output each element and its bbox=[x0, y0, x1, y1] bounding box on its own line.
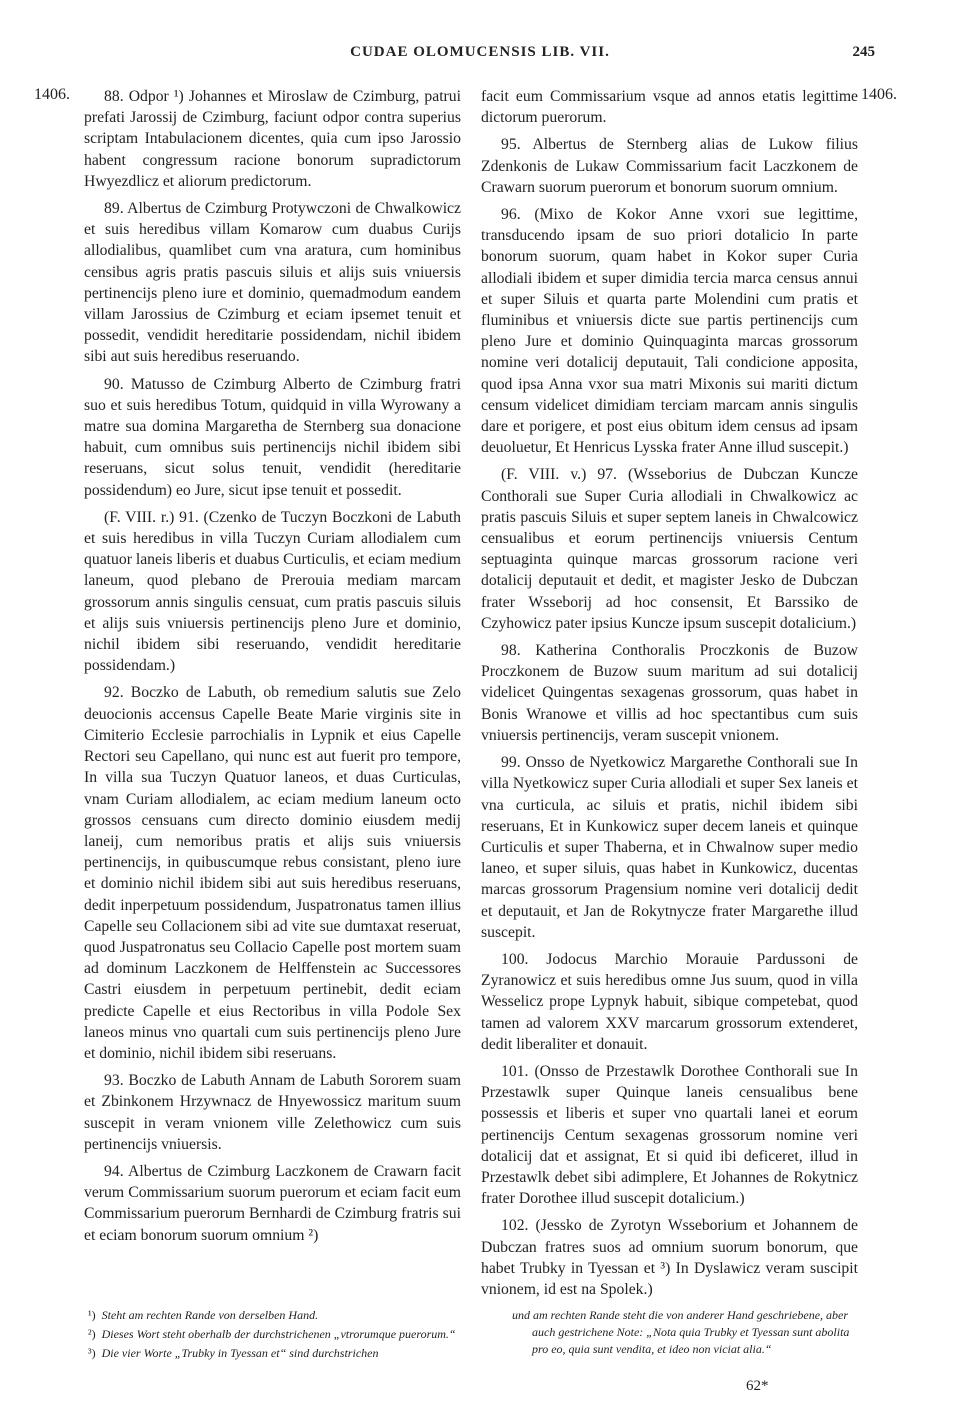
margin-year-right: 1406. bbox=[861, 86, 897, 103]
footnote-2 bbox=[84, 1326, 469, 1343]
running-title: CUDAE OLOMUCENSIS LIB. VII. bbox=[350, 44, 610, 60]
entry-91: (F. VIII. r.) 91. (Czenko de Tuczyn Boczkoni de Labuth et suis heredibus in villa Tuczyn Curiam allodialem cum quatuor laneis liberis et duabus Curticulis, et eciam medium laneum, quod plebano de Prerouia mediam marcam grossorum annis singulis censuat, cum pratis pascuis siluis et alijs suis vniuersis pertinencijs pleno Jure et dominio, nichil ibidem sibi reseruando, vendidit hereditarie possidendam.) bbox=[84, 508, 461, 675]
page-number: 245 bbox=[852, 44, 875, 60]
right-column bbox=[481, 86, 858, 1306]
entry-97: (F. VIII. v.) 97. (Wsseborius de Dubczan Kuncze Conthorali sue Super Curia allodiali in Chwalkowicz ac pratis pascuis Siluis et super septem laneis in Chwalcowicz censualibus et eorum pertinencijs vniuersis Centum septuaginta quinque marcas grossorum racione veri dotalicij deputauit et dedit, et magister Jesko de Dubczan frater Wsseborij ad hoc consensit, Et Barssiko de Czyhowicz pater ipsius Kuncze ipsum suscepit dotalicium.) bbox=[481, 466, 858, 632]
entry-92: 92. Boczko de Labuth, ob remedium salutis sue Zelo deuocionis accensus Capelle Beate Marie virginis site in Cimiterio Ecclesie parrochialis in Lypnik et eius Capelle Rectori seu Capellano, qui nunc est aut fuerit pro tempore, In villa sua Tuczyn Quatuor laneos, et duas Curticulas, vnam Curiam allodialem, ac eciam medium laneum octo grossos censuans cum directo dominio eiusdem medij laneij, cum nemoribus pratis et alijs suis vniuersis pertinencijs, in quibuscumque rebus consistant, pleno iure et dominio nichil ibidem sibi aut suis heredibus reseruans, dedit inperpetuum possidendum, Juspatronatus tamen illius Capelle seu Collacionem sibi ad vite sue dumtaxat reseruat, quod Juspatronatus seu Collacio Capelle post mortem suam ad dominum Laczkonem de Helffenstein ac Successores Castri eiusdem in perpetuum pertinebit, dedit eciam predicte Capelle et eius Rectoribus in villa Podole Sex laneos minus vno quartali cum suis pertinencijs pleno Jure et dominio, nichil ibidem sibi reseruans. bbox=[84, 684, 461, 1062]
margin-year-left: 1406. bbox=[34, 86, 70, 103]
entry-99: 99. Onsso de Nyetkowicz Margarethe Conthorali sue In villa Nyetkowicz super Curia allodiali et super Sex laneis et vna curticula, ac siluis et pratis, nichil ibidem sibi reseruans, Et in Kunkowicz super decem laneis et quinque Curticulis et super Thaberna, et in Chwalnow super medio laneo, et super siluis, quas habet in Kunkowicz, ducentas marcas grossorum Pragensium nomine veri dotalicij dedit et deputauit, et Jan de Rokytnycze frater Margarethe illud suscepit. bbox=[481, 754, 858, 941]
footnote-mark: ¹) bbox=[88, 1308, 96, 1322]
entry-96: 96. (Mixo de Kokor Anne vxori sue legittime, transducendo ipsam de suo priori dotalicio In parte bonorum suorum, quam habet in Kokor super Curia allodiali ibidem et super dimidia tercia marca census annui et super Siluis et quarta parte Molendini cum pratis et fluminibus et vniuersis dicte sue partis pertinencijs cum pleno Jure et dominio Quinquaginta marcas grossorum nomine veri dotalicij deputauit, Tali condicione apposita, quod ipsa Anna vxor sua matri Mixonis sui mariti dictum censum videlicet dimidiam terciam marcam annis singulis dare et porigere, et post eius obitum idem census ad ipsam deuoluetur, Et Henricus Lysska frater Anne illud suscepit.) bbox=[481, 206, 858, 457]
entry-98: 98. Katherina Conthoralis Proczkonis de Buzow Proczkonem de Buzow suum maritum ad sui dotalicij videlicet Quingentas sexagenas grossorum, quas habet in Bonis Wranowe et villis ad hoc spectantibus cum suis vniuersis pertinencijs, veram suscepit vnionem. bbox=[481, 642, 858, 744]
footnote-text: Steht am rechten Rande von derselben Hand. bbox=[101, 1308, 319, 1322]
sheet-signature: 62* bbox=[746, 1378, 769, 1394]
entry-89: 89. Albertus de Czimburg Protywczoni de Chwalkowicz et suis heredibus villam Komarow cum duabus Curijs allodialibus, quamlibet cum vna aratura, cum hominibus censibus agris pratis pascuis siluis et alijs suis vniuersis pertinencijs pleno iure et dominio, quemadmodum eandem villam Jarossius de Czimburg et eciam ipsemet tenuit et possedit, vendidit hereditarie possidendam, nichil ibidem sibi aut suis heredibus reseruando. bbox=[84, 200, 461, 366]
footnote-text: Die vier Worte „Trubky in Tyessan et“ sind durchstrichen bbox=[101, 1346, 379, 1360]
footnote-text: Dieses Wort steht oberhalb der durchstrichenen „vtrorumque puerorum.“ bbox=[101, 1327, 456, 1341]
footnote-mark: ³) bbox=[88, 1346, 96, 1360]
entry-94: 94. Albertus de Czimburg Laczkonem de Crawarn facit verum Commissarium suorum puerorum et eciam facit eum Commissarium puerorum Bernhardi de Czimburg fratris sui et eciam bonorum suorum omnium ²) bbox=[84, 1162, 461, 1244]
entry-90: 90. Matusso de Czimburg Alberto de Czimburg fratri suo et suis heredibus Totum, quidquid in villa Wyrowany a matre sua domina Margaretha de Sternberg sua donacione habuit, cum omnibus suis pertinencijs nichil ibidem sibi reseruans, sicut solus tenuit, vendidit (hereditarie possidendum) eo Jure, sicut ipse tenuit et possedit. bbox=[84, 375, 461, 499]
entry-101: 101. (Onsso de Przestawlk Dorothee Conthorali sue In Przestawlk super Quinque laneis censualibus bene possessis et liberis et super vno quartali lanei et eorum pertinencijs Centum sexagenas grossorum nomine veri dotalicij dat et assignat, Et si quid ibi deficeret, illud in Przestawlk debet sibi adimplere, Et Johannes de Rokytnicz frater Dorothee illud suscepit dotalicium.) bbox=[481, 1062, 858, 1208]
footnote-mark: ²) bbox=[88, 1327, 96, 1341]
entry-88: 88. Odpor ¹) Johannes et Miroslaw de Czimburg, patrui prefati Jarossij de Czimburg, faciunt odpor contra superius scriptam Intabulacionem dicentes, quia cum ipso Jarossio habent congressum racione bonorum supradictorum Hwyezdlicz et aliorum predictorum. bbox=[84, 88, 461, 190]
entry-93: 93. Boczko de Labuth Annam de Labuth Sororem suam et Zbinkonem Hrzywnacz de Hnyewossicz maritum suum suscepit in veram vnionem ville Zelethowicz cum suis pertinencijs vniuersis. bbox=[84, 1072, 461, 1153]
footnote-3 bbox=[84, 1345, 469, 1362]
footnote-1 bbox=[84, 1307, 469, 1324]
footnote-3-continued: und am rechten Rande steht die von anderer Hand geschriebene, aber auch gestrichene Note: „Nota quia Trubky et Tyessan sunt abolita pro eo, quia sunt vendita, et ideo non viciat alia.“ bbox=[512, 1308, 850, 1356]
footnotes-right bbox=[508, 1307, 863, 1360]
footnotes-left bbox=[84, 1307, 469, 1364]
entry-95: 95. Albertus de Sternberg alias de Lukow filius Zdenkonis de Lukaw Commissarium facit Laczkonem de Crawarn suorum puerorum et bonorum suorum omnium. bbox=[481, 136, 858, 196]
entry-102: 102. (Jessko de Zyrotyn Wsseborium et Johannem de Dubczan fratres suos ad omnium suorum bonorum, que habet Trubky in Tyessan et ³) In Dyslawicz veram suscipit vnionem, id est na Spolek.) bbox=[481, 1217, 858, 1298]
entry-94-continued: facit eum Commissarium vsque ad annos etatis legittime dictorum puerorum. bbox=[481, 88, 858, 127]
entry-100: 100. Jodocus Marchio Morauie Pardussoni de Zyranowicz et suis heredibus omne Jus suum, quod in villa Wesselicz prope Lypnyk habuit, sibique competebat, quod tamen ad valorem XXV marcarum grossorum extenderet, dedit liberaliter et donauit. bbox=[481, 950, 858, 1053]
left-column bbox=[84, 86, 461, 1252]
page-header bbox=[0, 44, 960, 72]
